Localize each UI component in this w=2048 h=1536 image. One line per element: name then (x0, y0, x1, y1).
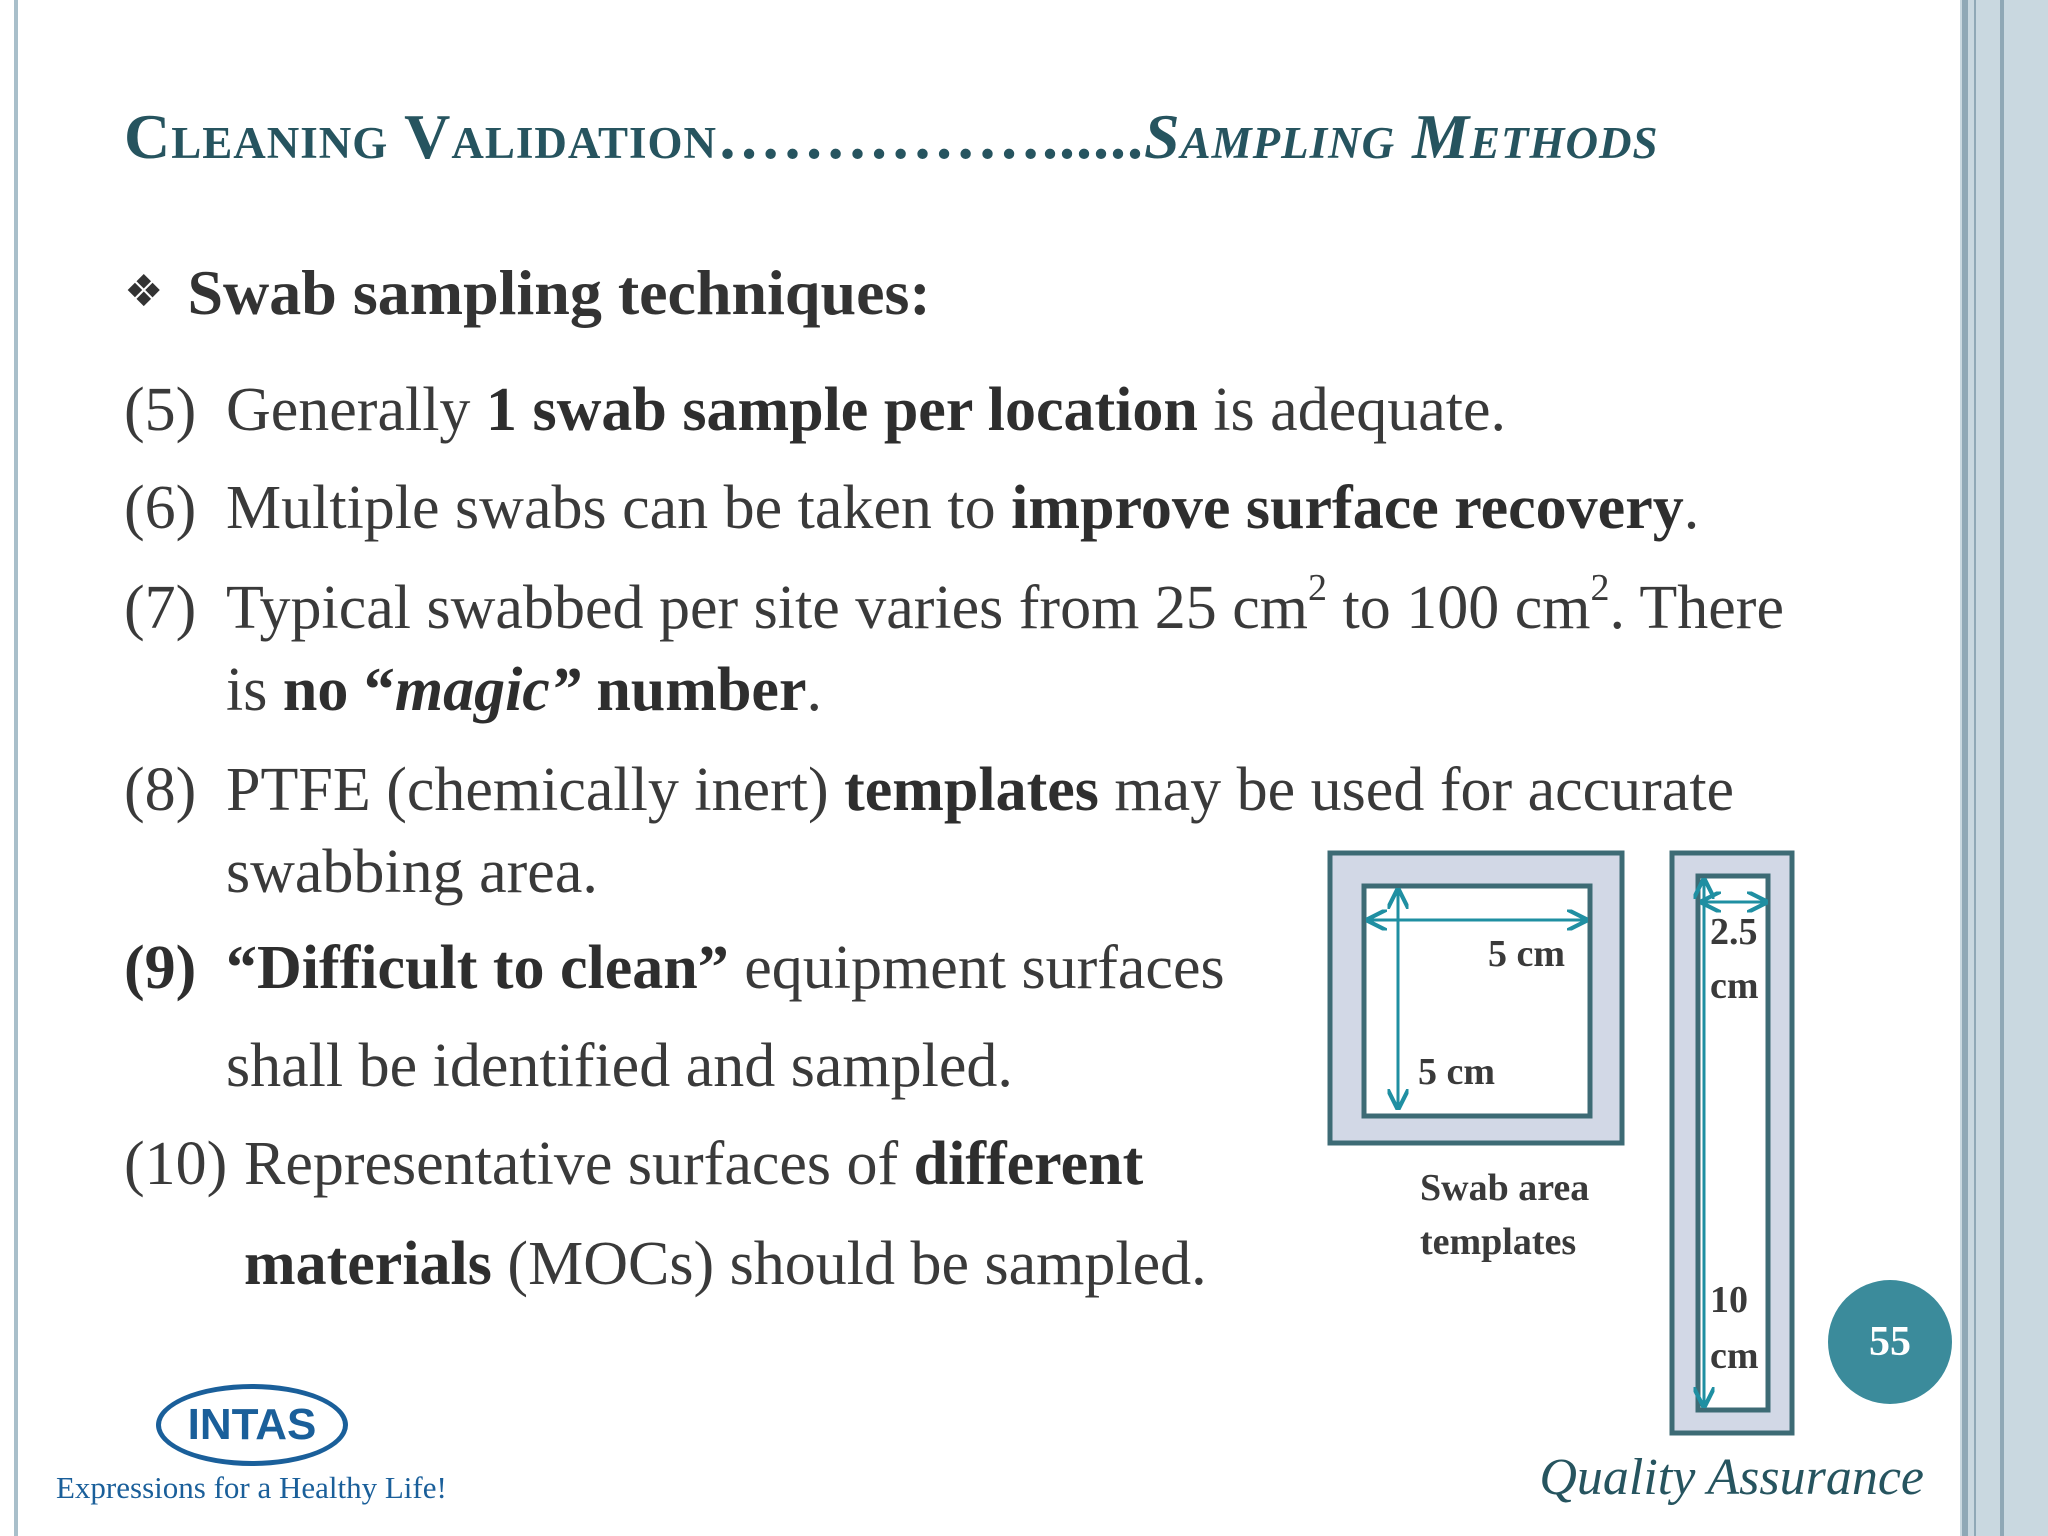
item-text-line2: swabbing area. (226, 838, 598, 906)
item-number: (6) (124, 474, 197, 542)
item-text: Generally 1 swab sample per location is adequate. (226, 376, 1506, 444)
square-width-label: 5 cm (1488, 933, 1566, 975)
title-dots: ……………...... (717, 101, 1145, 172)
title-part2: Sampling Methods (1144, 101, 1659, 172)
footer-quality-assurance: Quality Assurance (1539, 1449, 1924, 1506)
item-text: PTFE (chemically inert) templates may be used for accurate (226, 756, 1735, 824)
item-number: (9) (124, 934, 197, 1002)
strip-template-window (1698, 876, 1768, 1410)
item-text-line2: materials (MOCs) should be sampled. (244, 1230, 1207, 1298)
item-text: Representative surfaces of different (244, 1130, 1144, 1198)
item-number: (7) (124, 574, 197, 642)
item-text: Typical swabbed per site varies from 25 $cm^2$ to 100 $cm^2$. There (226, 567, 1784, 642)
logo-text: INTAS (187, 1400, 317, 1449)
strip-width-value: 2.5 (1710, 911, 1758, 953)
item-text-line2: shall be identified and sampled. (226, 1032, 1013, 1100)
item-text-line2: is no “magic” number. (226, 656, 822, 724)
diagram-caption-line2: templates (1420, 1221, 1577, 1263)
strip-length-value: 10 (1710, 1279, 1748, 1321)
intas-logo (156, 1384, 346, 1464)
diamond-bullet-icon: ❖ (124, 266, 164, 317)
item-text: Multiple swabs can be taken to improve surface recovery. (226, 474, 1700, 542)
item-text: “Difficult to clean” equipment surfaces (226, 934, 1225, 1002)
strip-length-unit: cm (1710, 1335, 1759, 1377)
diagram-caption-line1: Swab area (1420, 1167, 1590, 1209)
subheading-text: Swab sampling techniques: (187, 257, 931, 328)
strip-width-unit: cm (1710, 965, 1759, 1007)
item-number: (5) (124, 376, 197, 444)
item-number: (8) (124, 756, 197, 824)
page-number-badge: 55 (1828, 1280, 1952, 1404)
square-height-label: 5 cm (1418, 1051, 1496, 1093)
title-part1: Cleaning Validation (124, 101, 718, 172)
logo-tagline: Expressions for a Healthy Life! (56, 1470, 447, 1505)
item-number: (10) (124, 1130, 228, 1198)
